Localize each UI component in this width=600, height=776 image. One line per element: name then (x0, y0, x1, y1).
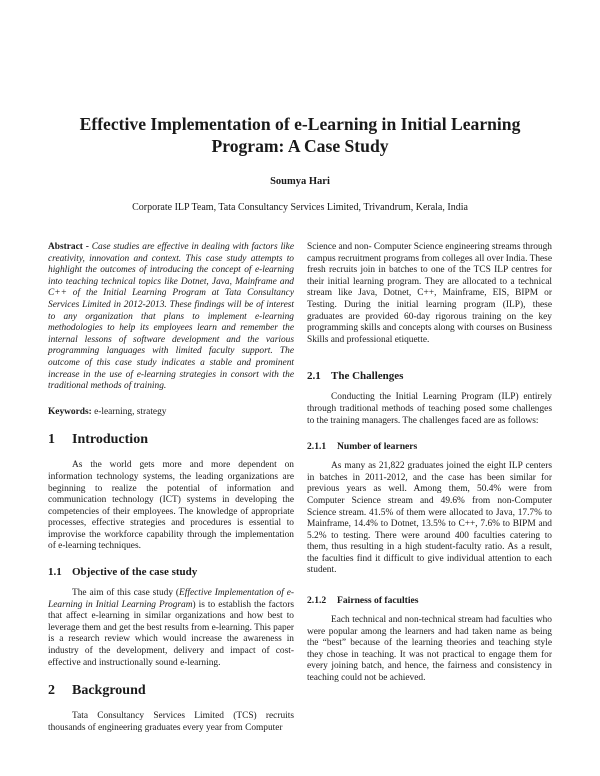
abstract-label: Abstract - (48, 242, 92, 252)
abstract (48, 242, 294, 393)
section-title: Fairness of faculties (337, 595, 419, 607)
section-heading-fairness (307, 595, 552, 607)
paragraph-fairness: Each technical and non-technical stream had faculties who were popular among the learners and had taken name as being the “best” because of the learning theories and teaching style they chose in teaching. It was not practical to engage them for every joining batch, and hence, the fairness and consistency in teaching could not be achieved. (307, 615, 552, 684)
section-number: 2.1 (307, 370, 321, 383)
paragraph-challenges: Conducting the Initial Learning Program (ILP) entirely through traditional methods of teaching posed some challenges to the training managers. The challenges faced are as follows: (307, 392, 552, 426)
section-title: The Challenges (331, 370, 404, 383)
section-title: Background (72, 683, 146, 699)
section-number: 1 (48, 432, 55, 448)
section-heading-learners (307, 441, 552, 453)
section-heading-challenges (307, 370, 552, 383)
section-title: Introduction (72, 432, 148, 448)
left-column (48, 242, 294, 734)
section-title: Objective of the case study (72, 566, 198, 579)
author-affiliation: Corporate ILP Team, Tata Consultancy Services Limited, Trivandrum, Kerala, India (132, 202, 468, 213)
section-number: 2.1.1 (307, 441, 327, 453)
paragraph-background: Tata Consultancy Services Limited (TCS) recruits thousands of engineering graduates every year from Computer (48, 711, 294, 733)
section-number: 1.1 (48, 566, 62, 579)
section-title: Number of learners (337, 441, 418, 453)
paper-title: Effective Implementation of e-Learning in Initial Learning Program: A Case Study (79, 114, 521, 156)
keywords (48, 407, 294, 419)
section-heading-objective (48, 566, 294, 579)
keywords-text: e-learning, strategy (91, 406, 167, 417)
objective-text-before: The aim of this case study ( (72, 588, 180, 599)
objective-text-after: ) is to establish the factors that affect e-learning in similar organizations and how best to leverage them and get the best results from e-learning. This paper is a research review which would increase the awareness in industry of the development, delivery and impact of cost-effective and instructionally sound e-learning. (48, 599, 294, 668)
right-column (307, 242, 552, 685)
section-number: 2 (48, 683, 55, 699)
paragraph-introduction: As the world gets more and more dependent on information technology systems, the leading organizations are beginning to realize the potential of information and communication technology (ICT) systems in developing the competencies of their employees. The knowledge of appropriate processes, effective strategies and procedures is essential to improvise the workforce capability through the implementation of e-learning techniques. (48, 460, 294, 552)
keywords-label: Keywords: (48, 406, 92, 417)
objective-text-italic: Effective Implementation of e-Learning in Initial Learning Program (48, 588, 294, 610)
author-name: Soumya Hari (270, 176, 330, 187)
paragraph-background-continued: Science and non- Computer Science engineering streams through campus recruitment programs from colleges all over India. These fresh recruits join in batches to one of the TCS ILP centres for their initial learning program. They are allocated to a technical stream like Java, Dotnet, C++, Mainframe, EIS, BIPM or Testing. During the initial learning program (ILP), these graduates are provided 60-day rigorous training on the key programming skills and concepts along with courses on Business Skills and professional etiquette. (307, 242, 552, 345)
paragraph-learners: As many as 21,822 graduates joined the eight ILP centers in batches in 2011-2012, and the case has been similar for previous years as well. Among them, 50.4% were from Computer Science stream and 49.6% from non-Computer Science stream. 41.5% of them were allocated to Java, 17.7% to Mainframe, 14.4% to Dotnet, 13.5% to C++, 7.6% to BIPM and 5.2% to testing. There were around 400 faculties catering to them, thus resulting in a high student-faculty ratio. As a result, the faculties find it difficult to give individual attention to each student. (307, 461, 552, 576)
section-heading-background (48, 683, 294, 699)
paragraph-objective (48, 588, 294, 669)
section-heading-introduction (48, 432, 294, 448)
section-number: 2.1.2 (307, 595, 327, 607)
abstract-text: Case studies are effective in dealing with factors like creativity, innovation and context. This case study attempts to highlight the outcomes of introducing the concept of e-learning into teaching technical topics like Dotnet, Java, Mainframe and C++ of the Initial Learning Program at Tata Consultancy Services Limited in 2012-2013. These findings will be of interest to any organization that plans to implement e-learning methodologies to help its employees learn and remember the internal lessons of software development and the various programming languages with limited faculty support. The outcome of this case study indicates a stable and prominent increase in the use of e-learning strategies in consort with the traditional methods of training. (48, 242, 294, 392)
